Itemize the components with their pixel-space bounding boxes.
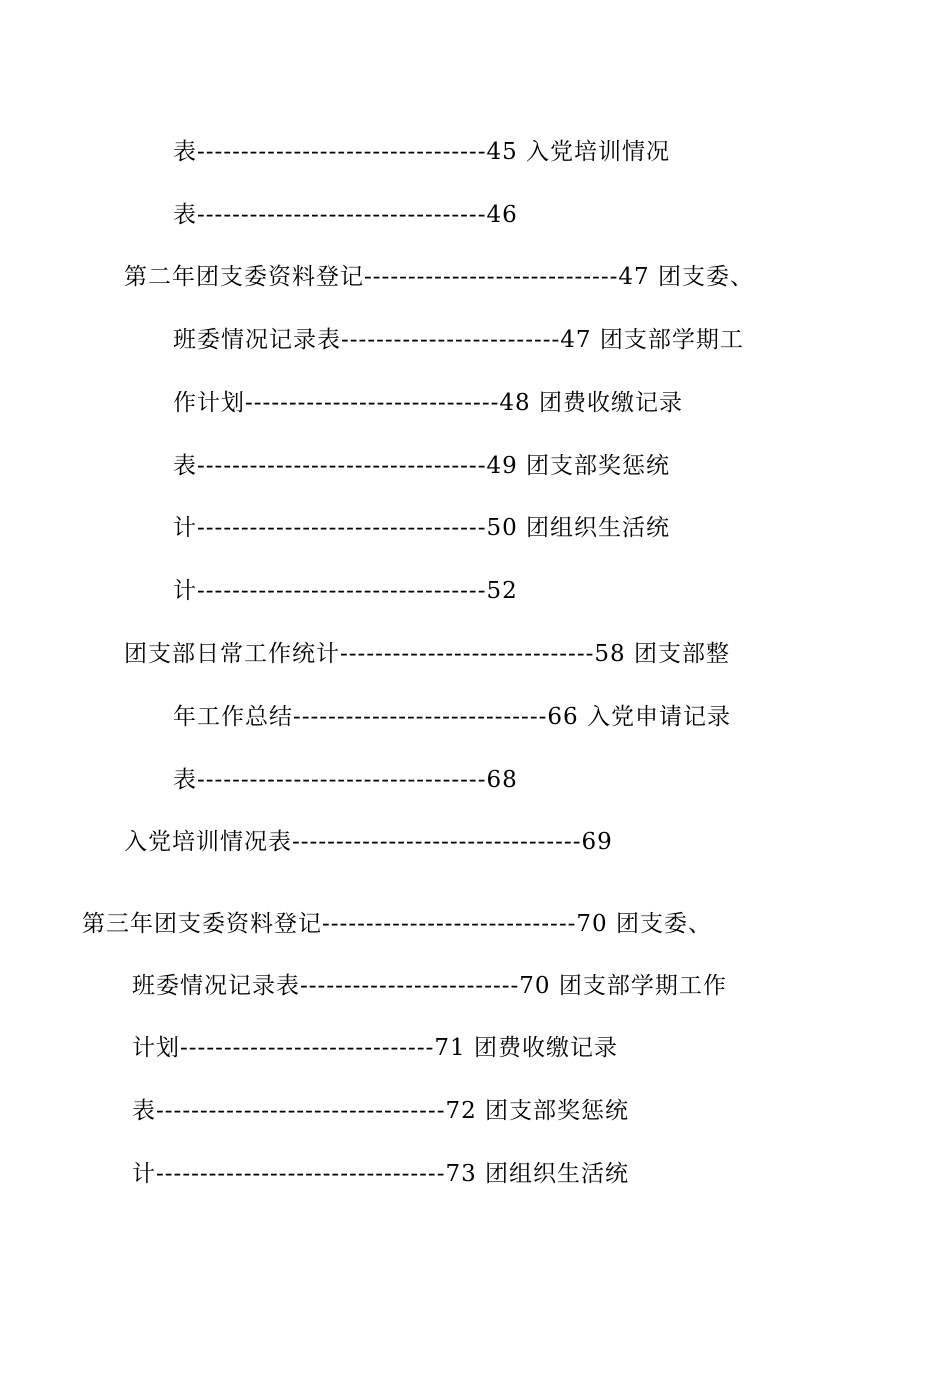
toc-line: 表---------------------------------72 团支部奖惩统	[132, 1098, 630, 1124]
toc-line: 第二年团支委资料登记-----------------------------47 团支委、	[124, 264, 754, 290]
toc-line: 团支部日常工作统计-----------------------------58 团支部整	[124, 641, 730, 667]
toc-line: 表---------------------------------49 团支部奖惩统	[173, 453, 671, 479]
toc-line: 入党培训情况表---------------------------------69	[124, 829, 613, 855]
toc-line: 计---------------------------------50 团组织生活统	[173, 515, 671, 541]
toc-line: 计---------------------------------73 团组织生活统	[132, 1161, 630, 1187]
toc-line: 表---------------------------------46	[173, 202, 518, 228]
toc-line: 计划-----------------------------71 团费收缴记录	[132, 1035, 618, 1061]
toc-line: 表---------------------------------68	[173, 767, 518, 793]
toc-line: 班委情况记录表-------------------------70 团支部学期工作	[132, 973, 727, 999]
toc-line: 第三年团支委资料登记-----------------------------70 团支委、	[82, 911, 712, 937]
toc-line: 表---------------------------------45 入党培训情况	[173, 139, 671, 165]
toc-line: 作计划-----------------------------48 团费收缴记录	[173, 390, 683, 416]
toc-line: 计---------------------------------52	[173, 578, 518, 604]
toc-line: 班委情况记录表-------------------------47 团支部学期工	[173, 327, 744, 353]
toc-line: 年工作总结-----------------------------66 入党申请记录	[173, 704, 731, 730]
